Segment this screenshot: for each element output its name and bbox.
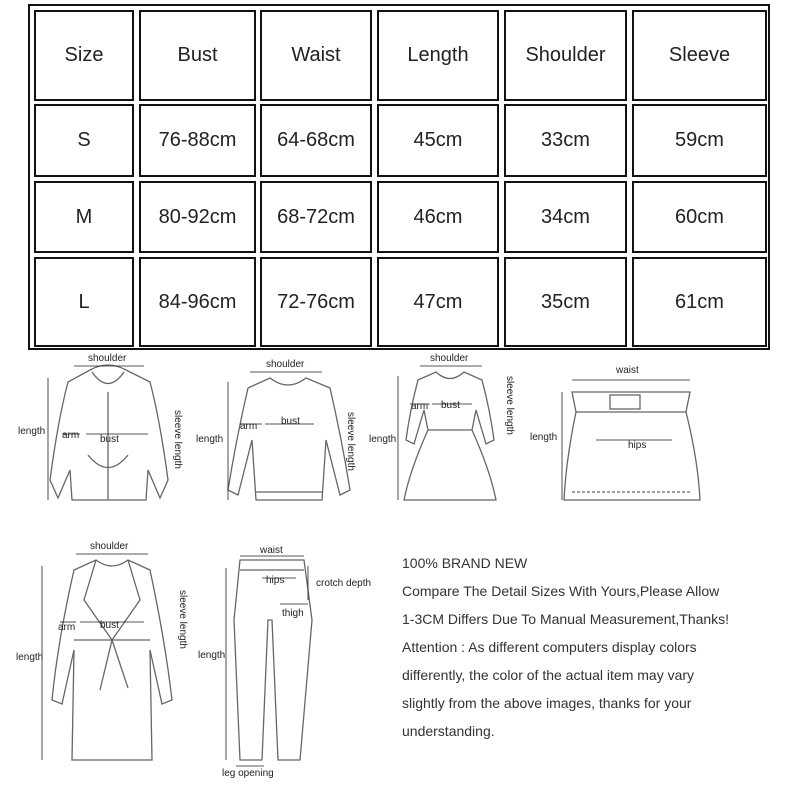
note-line: 1-3CM Differs Due To Manual Measurement,Thanks! — [402, 611, 730, 627]
table-cell: 33cm — [504, 104, 627, 177]
table-cell: 59cm — [632, 104, 767, 177]
coat-sleeve-label: sleeve length — [177, 590, 188, 649]
jacket-length-label: length — [18, 426, 46, 437]
table-cell: 60cm — [632, 181, 767, 253]
table-cell: L — [34, 257, 134, 347]
dress-sleeve-label: sleeve length — [504, 376, 515, 435]
coat-arm-label: arm — [58, 622, 76, 633]
dress-shoulder-label: shoulder — [430, 353, 469, 364]
note-line: Compare The Detail Sizes With Yours,Please Allow — [402, 583, 720, 599]
coat-length-label: length — [16, 652, 44, 663]
table-cell: 80-92cm — [139, 181, 256, 253]
dress-bust-label: bust — [441, 400, 460, 411]
table-cell: 47cm — [377, 257, 499, 347]
jacket-arm-label: arm — [62, 430, 80, 441]
jacket-shoulder-label: shoulder — [88, 353, 127, 364]
table-cell: 76-88cm — [139, 104, 256, 177]
table-header-cell: Length — [377, 10, 499, 101]
dress-drawing — [404, 372, 496, 500]
table-cell: 64-68cm — [260, 104, 372, 177]
table-cell: 34cm — [504, 181, 627, 253]
pants-waist-label: waist — [260, 545, 283, 556]
pants-leg-opening-label: leg opening — [222, 768, 274, 779]
coat-bust-label: bust — [100, 620, 119, 631]
table-cell: 68-72cm — [260, 181, 372, 253]
sweater-sleeve-label: sleeve length — [345, 412, 356, 471]
note-line: Attention : As different computers display colors — [402, 639, 697, 655]
pants-thigh-label: thigh — [282, 608, 304, 619]
dress-arm-label: arm — [411, 401, 429, 412]
skirt-waist-label: waist — [616, 365, 639, 376]
table-cell: S — [34, 104, 134, 177]
product-notes — [402, 549, 792, 745]
note-line: 100% BRAND NEW — [402, 555, 528, 571]
table-header-cell: Size — [34, 10, 134, 101]
table-cell: 35cm — [504, 257, 627, 347]
table-header-cell: Shoulder — [504, 10, 627, 101]
note-line: differently, the color of the actual item may vary — [402, 667, 695, 683]
sweater-bust-label: bust — [281, 416, 300, 427]
pants-crotch-depth-label: crotch depth — [316, 578, 372, 589]
note-line: slightly from the above images, thanks for your — [402, 695, 692, 711]
sweater-length-label: length — [196, 434, 224, 445]
table-cell: M — [34, 181, 134, 253]
skirt-hips-label: hips — [628, 440, 647, 451]
table-cell: 72-76cm — [260, 257, 372, 347]
sweater-shoulder-label: shoulder — [266, 359, 305, 370]
pants-hips-label: hips — [266, 575, 285, 586]
table-header-cell: Sleeve — [632, 10, 767, 101]
table-cell: 84-96cm — [139, 257, 256, 347]
jacket-bust-label: bust — [100, 434, 119, 445]
dress-length-label: length — [369, 434, 397, 445]
sweater-drawing — [228, 378, 350, 500]
table-header-cell: Bust — [139, 10, 256, 101]
coat-shoulder-label: shoulder — [90, 541, 129, 552]
pants-drawing — [234, 560, 312, 760]
sweater-arm-label: arm — [240, 421, 258, 432]
note-line: understanding. — [402, 723, 495, 739]
coat-drawing — [52, 560, 172, 760]
table-cell: 46cm — [377, 181, 499, 253]
table-cell: 45cm — [377, 104, 499, 177]
jacket-sleeve-label: sleeve length — [172, 410, 183, 469]
pants-length-label: length — [198, 650, 226, 661]
table-header-cell: Waist — [260, 10, 372, 101]
table-cell: 61cm — [632, 257, 767, 347]
skirt-length-label: length — [530, 432, 558, 443]
